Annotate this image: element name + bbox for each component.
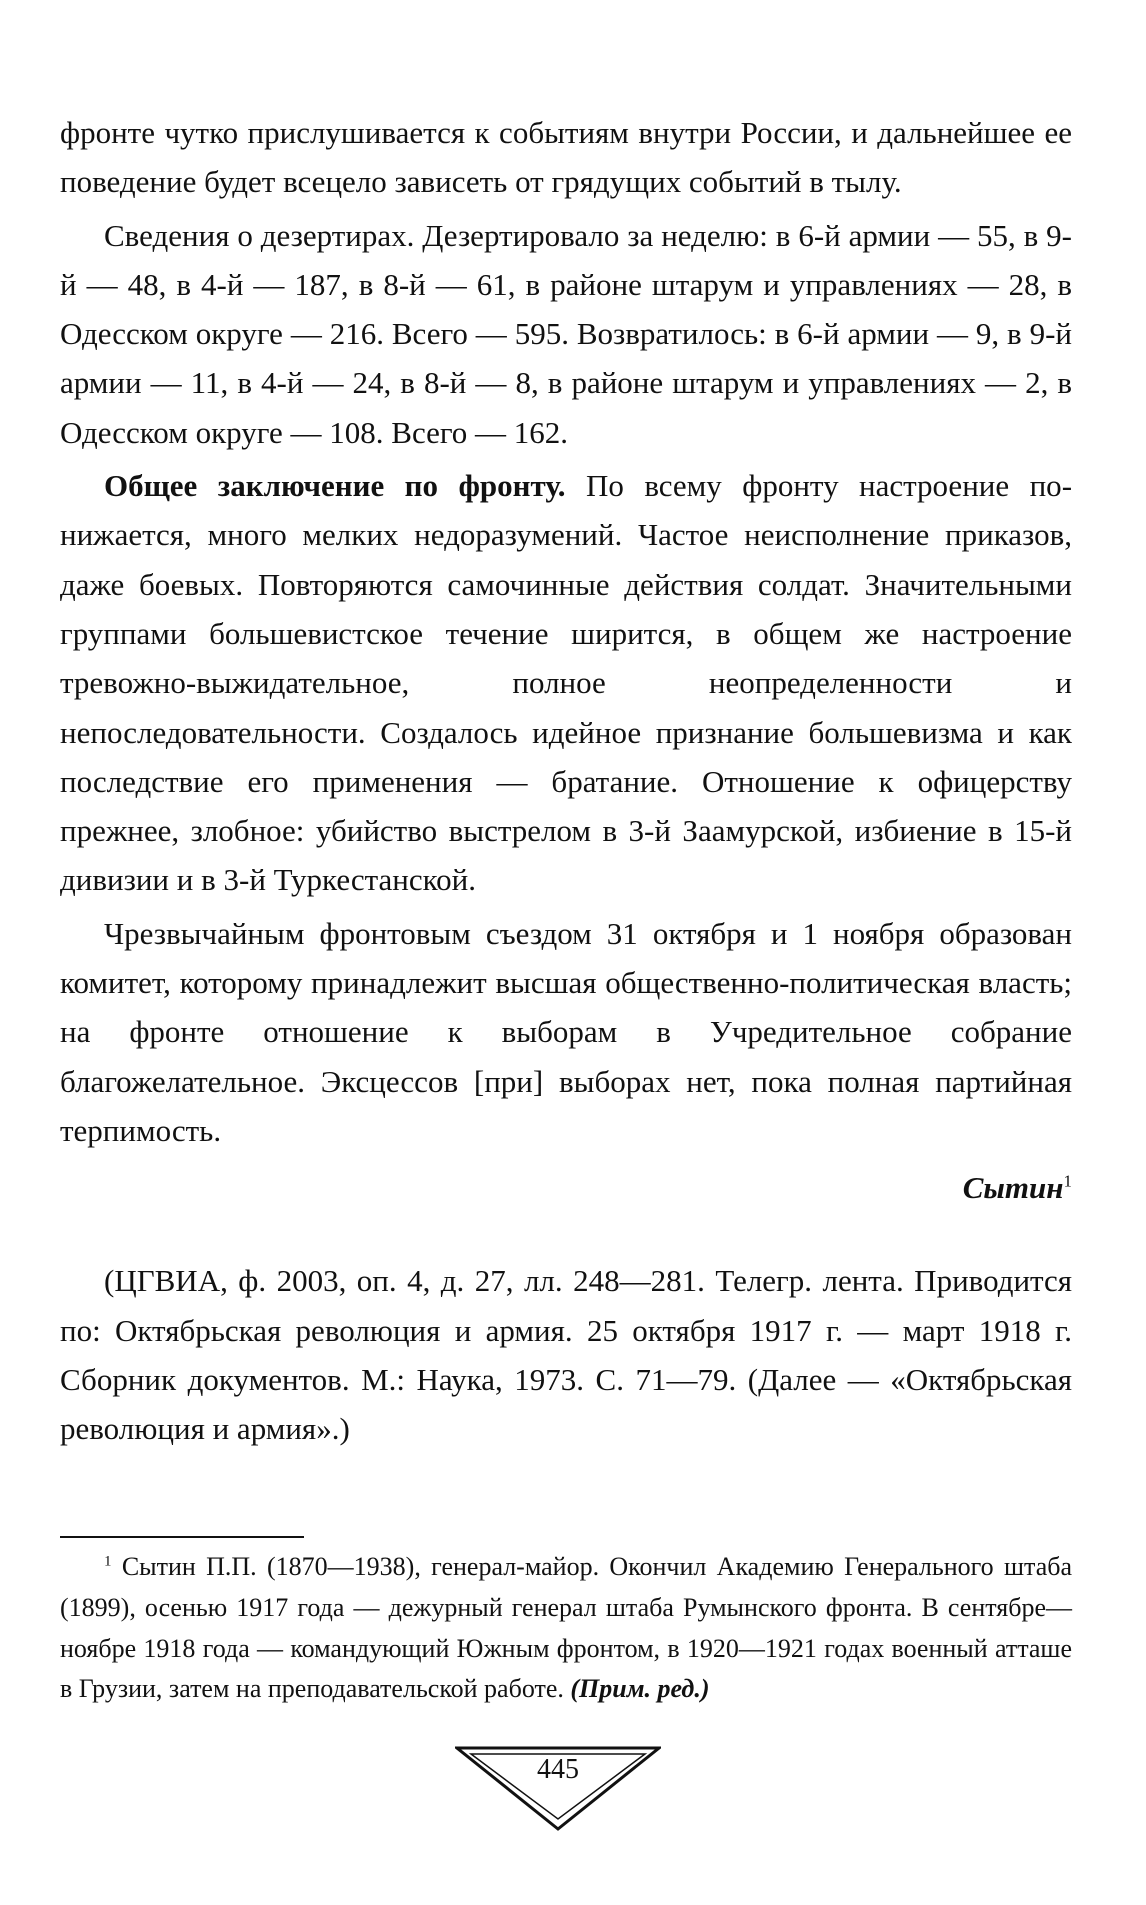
signature <box>60 1163 1072 1212</box>
paragraph-lead-heading: Общее заключение по фронту. <box>104 468 566 504</box>
footnote-mark: 1 <box>104 1553 112 1570</box>
paragraph-conclusion-text: По всему фронту настроение понижается, много мелких недоразумений. Частое неисполнение приказов, даже боевых. Повторяются самочинные действия солдат. Значительными группами большевистское течение ширится, в общем же настроение тревожно-выжидательное, полное неопределенности и непоследовательности. Создалось идейное признание большевизма и как последствие его применения — братание. Отношение к офицерству прежнее, злобное: убийство выстрелом в 3-й Заамурской, избиение в 15-й дивизии и в 3-й Туркестанской. <box>60 468 1073 898</box>
editor-note: (Прим. ред.) <box>570 1674 710 1704</box>
footnote-text: Сытин П.П. (1870—1938), генерал-майор. Окончил Академию Генерального штаба (1899), осенью 1917 года — дежурный генерал штаба Румынского фронта. В сентябре—ноябре 1918 года — командующий Южным фронтом, в 1920—1921 годах военный атташе в Грузии, затем на преподавательской работе. <box>60 1552 1072 1704</box>
paragraph-general-conclusion <box>60 461 1072 905</box>
page-number: 445 <box>537 1754 579 1785</box>
footnote-divider <box>60 1536 304 1538</box>
paragraph-deserters: Сведения о дезертирах. Дезертировало за неделю: в 6-й армии — 55, в 9-й — 48, в 4-й — 187, в 8-й — 61, в районе штарум и управлениях — 28, в Одесском округе — 216. Всего — 595. Возвратилось: в 6-й армии — 9, в 9-й армии — 11, в 4-й — 24, в 8-й — 8, в районе штарум и управлениях — 2, в Одесском округе — 108. Всего — 162. <box>60 217 1072 450</box>
source-citation: (ЦГВИА, ф. 2003, оп. 4, д. 27, лл. 248—281. Телегр. лента. Приводится по: Октябрьская революция и армия. 25 октября 1917 г. — март 1918 г. Сборник документов. М.: Наука, 1973. С. 71—79. (Далее — «Октябрьская революция и армия».) <box>60 1263 1072 1447</box>
signature-footnote-mark: 1 <box>1063 1171 1072 1191</box>
signature-name: Сытин <box>962 1170 1064 1206</box>
page-body <box>60 108 1072 1453</box>
paragraph-congress: Чрезвычайным фронтовым съездом 31 октября и 1 ноября образован комитет, которому принадлежит высшая общественно-политическая власть; на фронте отношение к выборам в Учредительное собрание благожелательное. Эксцессов [при] выборах нет, пока полная партийная терпимость. <box>60 915 1072 1148</box>
footnote <box>60 1547 1072 1710</box>
page-number-ornament <box>455 1745 661 1831</box>
paragraph-front-mood: фронте чутко прислушивается к событиям внутри России, и дальнейшее ее поведение будет всецело зависеть от грядущих событий в тылу. <box>60 115 1072 200</box>
